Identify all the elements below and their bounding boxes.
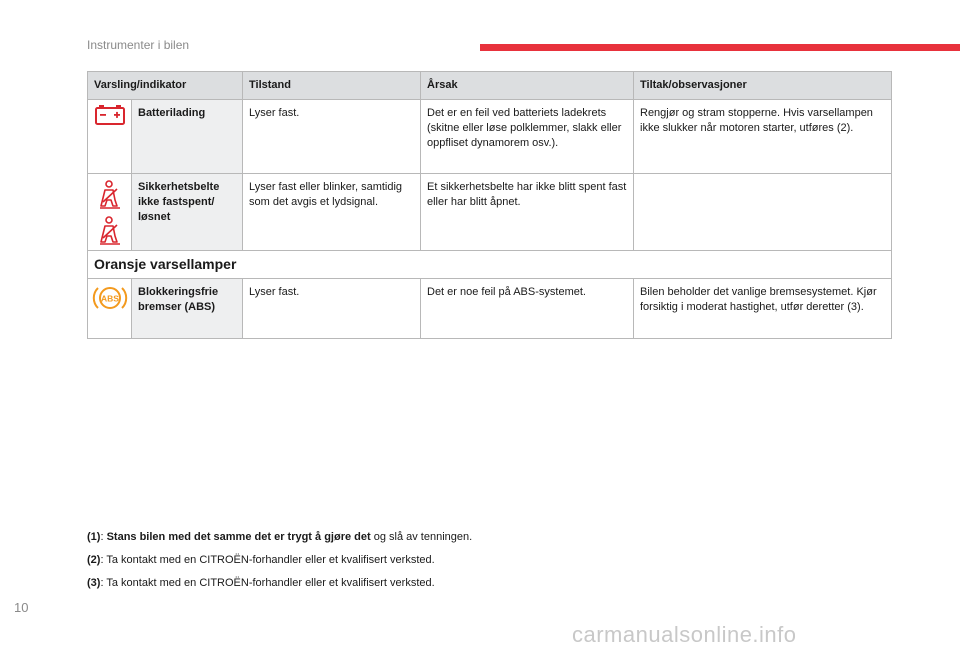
indicator-cause: Et sikkerhetsbelte har ikke blitt spent fast eller har blitt åpnet.: [421, 174, 634, 251]
footnote: (3): Ta kontakt med en CITROËN-forhandler eller et kvalifisert verksted.: [87, 577, 435, 589]
table-row: [88, 174, 892, 251]
battery-icon: [90, 104, 129, 126]
abs-icon-label: ABS: [100, 293, 119, 304]
footnote: (2): Ta kontakt med en CITROËN-forhandler eller et kvalifisert verksted.: [87, 554, 435, 566]
indicator-action: [634, 174, 892, 251]
page-section-title: Instrumenter i bilen: [87, 38, 190, 52]
warning-lights-table: [87, 71, 892, 339]
indicator-cause: Det er en feil ved batteriets ladekrets (skitne eller løse polklemmer, slakk eller oppfliset dynamorem osv.).: [421, 100, 634, 174]
table-row: [88, 279, 892, 339]
indicator-state: Lyser fast.: [243, 100, 421, 174]
abs-icon: [90, 283, 129, 313]
indicator-cause: Det er noe feil på ABS-systemet.: [421, 279, 634, 339]
header-accent-bar: [480, 44, 960, 51]
indicator-name: Blokkeringsfrie bremser (ABS): [132, 279, 243, 339]
page-number: 10: [14, 600, 29, 615]
column-header-cause: Årsak: [421, 72, 634, 100]
column-header-action: Tiltak/observasjoner: [634, 72, 892, 100]
table-row: [88, 100, 892, 174]
indicator-state: Lyser fast.: [243, 279, 421, 339]
indicator-name: Batterilading: [132, 100, 243, 174]
indicator-action: Bilen beholder det vanlige bremsesystemet. Kjør forsiktig i moderat hastighet, utfør deretter (3).: [634, 279, 892, 339]
column-header-state: Tilstand: [243, 72, 421, 100]
watermark: carmanualsonline.info: [572, 622, 797, 647]
section-row: [88, 251, 892, 279]
indicator-icon-cell: [88, 174, 132, 251]
indicator-state: Lyser fast eller blinker, samtidig som det avgis et lydsignal.: [243, 174, 421, 251]
column-header-indicator: Varsling/indikator: [88, 72, 243, 100]
table-header-row: [88, 72, 892, 100]
section-title: Oransje varsellamper: [88, 251, 892, 279]
indicator-name: Sikkerhetsbelte ikke fastspent/ løsnet: [132, 174, 243, 251]
seatbelt-icon: [90, 180, 129, 246]
footnotes: [87, 530, 887, 599]
indicator-icon-cell: [88, 100, 132, 174]
indicator-action: Rengjør og stram stopperne. Hvis varsellampen ikke slukker når motoren starter, utføres (2).: [634, 100, 892, 174]
indicator-icon-cell: [88, 279, 132, 339]
footnote: (1): Stans bilen med det samme det er trygt å gjøre det og slå av tenningen.: [87, 531, 473, 543]
